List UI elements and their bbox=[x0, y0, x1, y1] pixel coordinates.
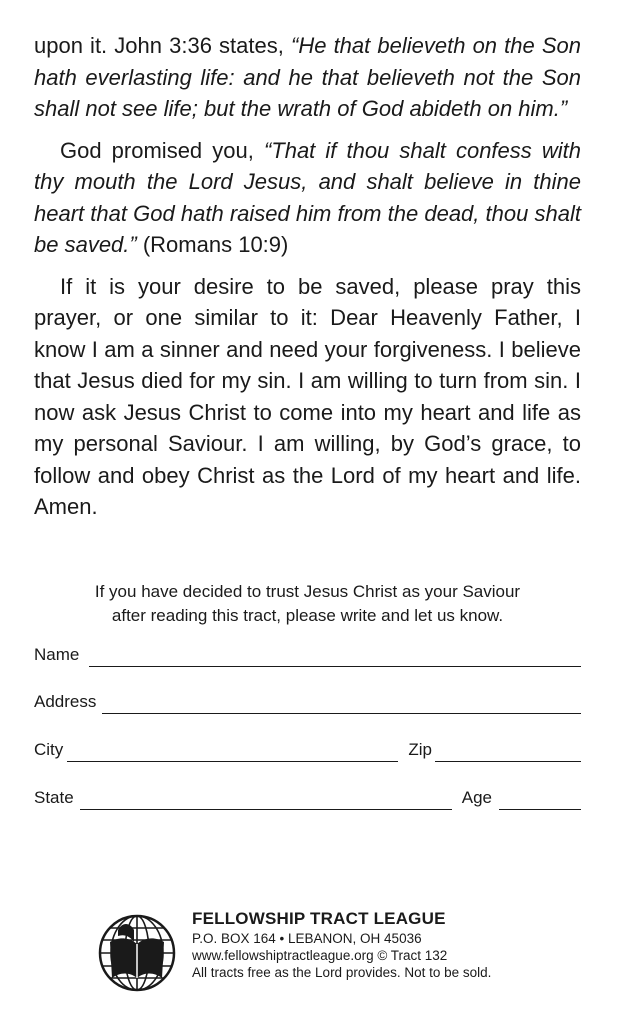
age-label: Age bbox=[461, 788, 492, 807]
paragraph-prayer bbox=[34, 271, 581, 523]
name-label: Name bbox=[34, 645, 80, 664]
note-line: after reading this tract, please write and let us know. bbox=[111, 606, 504, 625]
age-field[interactable] bbox=[499, 791, 581, 810]
tract-body bbox=[34, 30, 581, 533]
zip-field[interactable] bbox=[435, 743, 581, 762]
paragraph-text: God promised you, bbox=[60, 137, 264, 163]
publisher-website: www.fellowshiptractleague.org © Tract 132 bbox=[192, 948, 448, 963]
publisher-info bbox=[192, 908, 491, 981]
paragraph-text: upon it. John 3:36 states, bbox=[34, 33, 291, 58]
city-zip-row bbox=[34, 738, 581, 762]
distribution-notice: All tracts free as the Lord provides. Not to be sold. bbox=[192, 965, 492, 980]
globe-with-open-book-icon bbox=[96, 912, 178, 994]
scripture-quote: “That if thou shalt confess with thy mouth the Lord Jesus, and shalt believe in thine heart that God hath raised him from the dead, thou shalt be saved.” bbox=[34, 137, 581, 257]
address-label: Address bbox=[34, 692, 97, 711]
paragraph-romans-10-9 bbox=[34, 135, 581, 261]
city-label: City bbox=[34, 740, 64, 759]
city-field[interactable] bbox=[67, 743, 398, 762]
note-line: If you have decided to trust Jesus Christ as your Saviour bbox=[94, 582, 521, 601]
name-field[interactable] bbox=[89, 648, 581, 667]
scripture-reference: (Romans 10:9) bbox=[136, 232, 289, 257]
scripture-quote: “He that believeth on the Son hath everlasting life: and he that believeth not the Son shall not see life; but the wrath of God abideth on him.” bbox=[34, 33, 582, 121]
name-row bbox=[34, 643, 581, 667]
state-age-row bbox=[34, 786, 581, 810]
state-label: State bbox=[34, 788, 74, 807]
response-note bbox=[34, 580, 581, 628]
publisher-name: FELLOWSHIP TRACT LEAGUE bbox=[192, 909, 446, 928]
address-row bbox=[34, 690, 581, 714]
zip-label: Zip bbox=[408, 740, 432, 759]
state-field[interactable] bbox=[80, 791, 452, 810]
publisher-footer bbox=[96, 908, 576, 998]
address-field[interactable] bbox=[102, 695, 581, 714]
paragraph-text: If it is your desire to be saved, please pray this prayer, or one similar to it: Dear Heavenly Father, I know I am a sinner and need your forgiveness. I believe that Jesus died for my sin. I am willing to turn from sin. I now ask Jesus Christ to come into my heart and life as my personal Saviour. I am willing, by God’s grace, to follow and obey Christ as the Lord of my heart and life. Amen. bbox=[34, 273, 581, 519]
publisher-address: P.O. BOX 164 • LEBANON, OH 45036 bbox=[192, 931, 422, 946]
paragraph-john-3-36 bbox=[34, 30, 581, 125]
